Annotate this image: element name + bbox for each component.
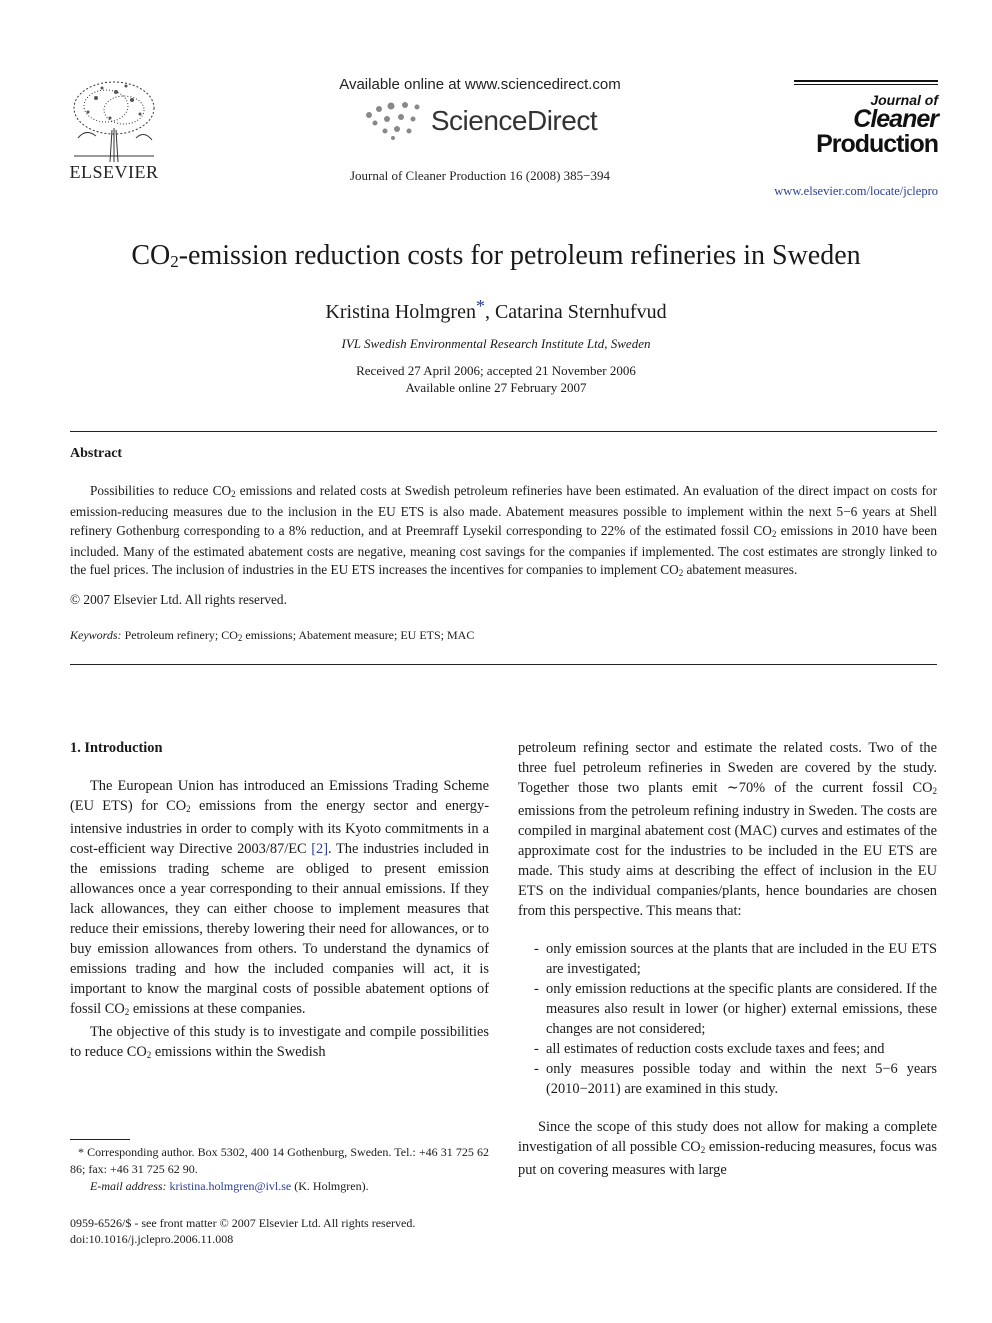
corresponding-author-link[interactable]: * <box>475 296 485 316</box>
front-matter <box>70 1215 415 1247</box>
corresponding-author-footnote: * Corresponding author. Box 5302, 400 14 Gothenburg, Sweden. Tel.: +46 31 725 62 86; fax: +46 31 725 62 90. E-mail address: kristina.holmgren@ivl.se (K. Holmgren). <box>70 1145 489 1193</box>
journal-logo-line3: Production <box>816 130 938 158</box>
available-online-text[interactable]: Available online at www.sciencedirect.com <box>339 76 621 93</box>
journal-citation: Journal of Cleaner Production 16 (2008) 385−394 <box>349 168 611 183</box>
received-date: Received 27 April 2006; accepted 21 November 2006 <box>356 363 636 378</box>
scope-list <box>518 939 937 1099</box>
citation-link[interactable]: [2] <box>311 841 329 857</box>
affiliation: IVL Swedish Environmental Research Institute Ltd, Sweden <box>341 336 651 351</box>
intro-paragraph-1: The European Union has introduced an Emissions Trading Scheme (EU ETS) for $CO_2$ emissions from the energy sector and energy-intensive industries in order to comply with its Kyoto commitments in a cost-efficient way Directive 2003/87/EC [2]. The industries included in the emissions trading scheme are obliged to present emission allowances once a year corresponding to their annual emissions. If they lack allowances, they can either choose to implement measures that reduce their emissions, thereby lowering their need for allowances, or to buy emission allowances from others. To understand the dynamics of emissions trading and how the included companies will act, it is important to know the marginal costs of possible abatement options of fossil $CO_2$ emissions at these companies. <box>70 778 490 1017</box>
author-sternhufvud: , Catarina Sternhufvud <box>484 301 667 323</box>
body-left-column <box>70 738 489 1065</box>
journal-logo[interactable] <box>794 80 938 157</box>
keywords: Keywords: Petroleum refinery; $CO_2$ emissions; Abatement measure; EU ETS; MAC <box>70 628 475 643</box>
list-item: - all estimates of reduction costs exclude taxes and fees; and <box>518 1039 937 1059</box>
journal-logo-rule <box>794 80 938 82</box>
journal-url-link[interactable]: www.elsevier.com/locate/jclepro <box>774 184 938 198</box>
publisher-name: ELSEVIER <box>69 162 159 182</box>
list-item: - only emission reductions at the specific plants are considered. If the measures also result in lower (or higher) external emissions, these changes are not considered; <box>518 979 937 1039</box>
sciencedirect-dots-icon <box>363 101 423 141</box>
sciencedirect-wordmark: ScienceDirect <box>430 105 598 136</box>
sciencedirect-logo[interactable] <box>300 99 660 143</box>
issn-line: 0959-6526/$ - see front matter © 2007 Elsevier Ltd. All rights reserved. <box>70 1216 416 1230</box>
section-heading-introduction: 1. Introduction <box>70 740 163 756</box>
journal-logo-rule <box>794 84 938 85</box>
body-right-column <box>518 738 937 1180</box>
list-item: - only measures possible today and within the next 5−6 years (2010−2011) are examined in this study. <box>518 1059 937 1099</box>
doi-line[interactable]: doi:10.1016/j.jclepro.2006.11.008 <box>70 1232 234 1246</box>
authors <box>60 296 932 324</box>
sciencedirect-header <box>300 76 660 143</box>
intro-paragraph-2: The objective of this study is to investigate and compile possibilities to reduce $CO_2$ emissions within the Swedish <box>70 1024 489 1060</box>
footnote-contact: * Corresponding author. Box 5302, 400 14 Gothenburg, Sweden. Tel.: +46 31 725 62 86; fax: +46 31 725 62 90. <box>70 1145 489 1176</box>
abstract-copyright: © 2007 Elsevier Ltd. All rights reserved. <box>70 592 287 607</box>
journal-logo-line1: Journal of <box>870 92 938 108</box>
email-label: E-mail address: <box>90 1179 167 1193</box>
paper-title: $CO_2$-emission reduction costs for petroleum refineries in Sweden <box>131 240 861 271</box>
abstract-text: Possibilities to reduce $CO_2$ emissions and related costs at Swedish petroleum refineries have been estimated. An evaluation of the direct impact on costs for emission-reducing measures due to the inclusion in the EU ETS is also made. Abatement measures possible to implement within the next 5−6 years at Shell refinery Gothenburg corresponding to a 8% reduction, and at Preemraff Lysekil corresponding to 22% of the estimated fossil $CO_2$ emissions in 2010 have been included. Many of the estimated abatement costs are negative, meaning cost savings for the companies if implemented. The cost estimates are strongly linked to the fuel prices. The inclusion of industries in the EU ETS increases the incentives for companies to implement $CO_2$ abatement measures. <box>70 483 937 579</box>
abstract-heading: Abstract <box>70 446 123 461</box>
keywords-label: Keywords: <box>70 628 122 642</box>
intro-paragraph-2-cont: petroleum refining sector and estimate the related costs. Two of the three fuel petroleum refineries in Sweden are covered by the study. Together those two plants emit ∼70% of the current fossil $CO_2$ emissions from the petroleum refining industry in Sweden. The costs are compiled in marginal abatement cost (MAC) curves and estimates of the approximate cost for the industries to be included in the EU ETS are made. This study aims at describing the effect of inclusion in the EU ETS on the individual companies/plants, hence boundaries are chosen from this perspective. This means that: <box>518 740 937 919</box>
list-item: - only emission sources at the plants that are included in the EU ETS are investigated; <box>518 939 937 979</box>
divider <box>70 431 937 432</box>
journal-logo-line2: Cleaner <box>853 105 938 133</box>
intro-paragraph-3: Since the scope of this study does not allow for making a complete investigation of all possible $CO_2$ emission-reducing measures, focus was put on covering measures with large <box>518 1119 937 1178</box>
footnote-rule <box>70 1139 130 1140</box>
available-date: Available online 27 February 2007 <box>405 380 587 395</box>
author-holmgren: Kristina Holmgren <box>325 301 476 323</box>
divider <box>70 664 937 665</box>
article-dates <box>60 362 932 396</box>
email-link[interactable]: kristina.holmgren@ivl.se <box>169 1179 292 1193</box>
